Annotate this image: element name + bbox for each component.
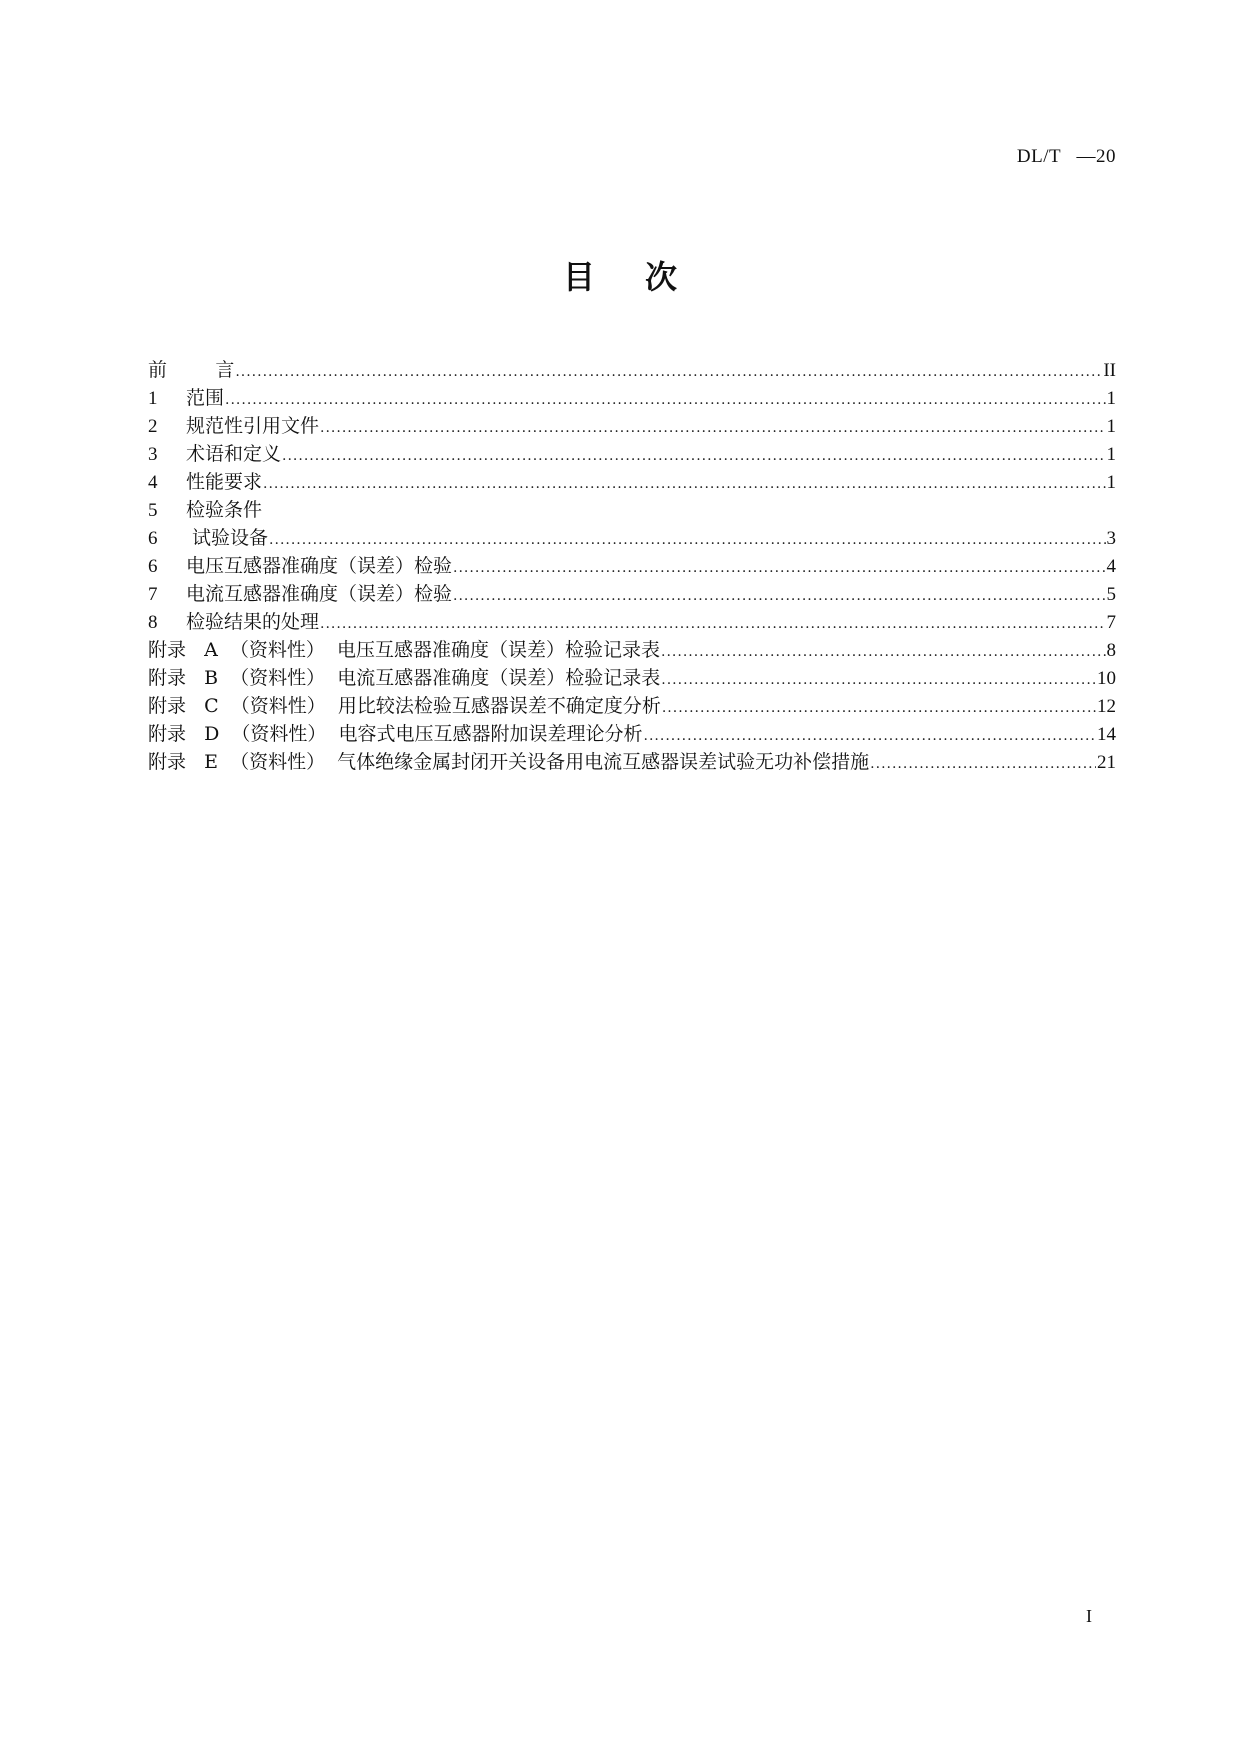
toc-entry-number: 5: [148, 500, 158, 521]
toc-annex-page: 10: [1097, 668, 1116, 689]
toc-annex-c[interactable]: [148, 692, 1116, 720]
toc-entry-page: 1: [1106, 388, 1116, 409]
toc-annex-page: 8: [1106, 640, 1116, 661]
toc-entry-title: 试验设备: [186, 527, 269, 549]
toc-entry-number: 2: [148, 416, 158, 437]
toc-annex-prefix: 附录 A （资料性）: [148, 639, 337, 661]
toc-entry-page: 1: [1106, 472, 1116, 493]
toc-dot-leader: [320, 414, 1105, 442]
toc-dot-leader: [453, 554, 1105, 582]
toc-entry-page: 3: [1106, 528, 1116, 549]
toc-annex-page: 14: [1097, 724, 1116, 745]
toc-entry-5[interactable]: [148, 496, 1116, 524]
toc-dot-leader: [644, 722, 1096, 750]
toc-entry-6b[interactable]: [148, 552, 1116, 580]
toc-entry-number: 1: [148, 388, 158, 409]
toc-entry-page: 1: [1106, 444, 1116, 465]
toc-entry-2[interactable]: [148, 412, 1116, 440]
toc-annex-prefix: 附录 C （资料性）: [148, 695, 338, 717]
toc-entry-4[interactable]: [148, 468, 1116, 496]
toc-annex-prefix: 附录 E （资料性）: [148, 751, 338, 773]
toc-annex-prefix: 附录 B （资料性）: [148, 667, 338, 689]
toc-annex-d[interactable]: [148, 720, 1116, 748]
toc-entry-number: 6: [148, 528, 158, 549]
toc-dot-leader: [661, 666, 1096, 694]
toc-entry-1[interactable]: [148, 384, 1116, 412]
toc-entry-title: 术语和定义: [186, 443, 282, 465]
toc-annex-b[interactable]: [148, 664, 1116, 692]
toc-entry-title: 电压互感器准确度（误差）检验: [186, 555, 453, 577]
toc-entry-title: 范围: [186, 387, 225, 409]
toc-annex-title: 电流互感器准确度（误差）检验记录表: [337, 667, 661, 689]
toc-entry-page: 7: [1106, 612, 1116, 633]
toc-dot-leader: [235, 358, 1102, 386]
toc-entry-foreword[interactable]: [148, 356, 1116, 384]
toc-annex-a[interactable]: [148, 636, 1116, 664]
toc-entry-number: 6: [148, 556, 158, 577]
toc-annex-e[interactable]: [148, 748, 1116, 776]
toc-dot-leader: [662, 694, 1096, 722]
page-title: 目次: [562, 258, 727, 296]
toc-entry-title: 前 言: [148, 359, 235, 381]
toc-entry-page: 1: [1106, 416, 1116, 437]
toc-dot-leader: [225, 386, 1105, 414]
toc-entry-3[interactable]: [148, 440, 1116, 468]
toc-annex-page: 21: [1097, 752, 1116, 773]
toc-dot-leader: [870, 750, 1096, 778]
toc-annex-page: 12: [1097, 696, 1116, 717]
toc-annex-title: 气体绝缘金属封闭开关设备用电流互感器误差试验无功补偿措施: [337, 751, 870, 773]
toc-annex-prefix: 附录 D （资料性）: [148, 723, 339, 745]
toc-entry-title: 检验条件: [186, 499, 263, 521]
document-code: DL/T —20: [1016, 146, 1116, 167]
toc-dot-leader: [269, 526, 1105, 554]
toc-entry-page: II: [1103, 360, 1116, 381]
toc-annex-title: 用比较法检验互感器误差不确定度分析: [337, 695, 661, 717]
toc-entry-number: 3: [148, 444, 158, 465]
toc-entry-7[interactable]: [148, 580, 1116, 608]
toc-entry-page: 5: [1106, 584, 1116, 605]
toc-entry-number: 8: [148, 612, 158, 633]
toc-entry-number: 7: [148, 584, 158, 605]
toc-entry-6a[interactable]: [148, 524, 1116, 552]
toc-dot-leader: [661, 638, 1105, 666]
toc-annex-title: 电容式电压互感器附加误差理论分析: [338, 723, 643, 745]
toc-entry-8[interactable]: [148, 608, 1116, 636]
table-of-contents: [148, 356, 1116, 776]
toc-entry-title: 性能要求: [186, 471, 263, 493]
toc-entry-title: 规范性引用文件: [186, 415, 320, 437]
toc-entry-page: 4: [1106, 556, 1116, 577]
toc-dot-leader: [263, 470, 1105, 498]
page-number: I: [1086, 1606, 1092, 1626]
toc-dot-leader: [282, 442, 1105, 470]
toc-dot-leader: [320, 610, 1105, 638]
toc-annex-title: 电压互感器准确度（误差）检验记录表: [337, 639, 661, 661]
toc-entry-title: 电流互感器准确度（误差）检验: [186, 583, 453, 605]
toc-entry-number: 4: [148, 472, 158, 493]
toc-dot-leader: [453, 582, 1105, 610]
toc-entry-title: 检验结果的处理: [186, 611, 320, 633]
